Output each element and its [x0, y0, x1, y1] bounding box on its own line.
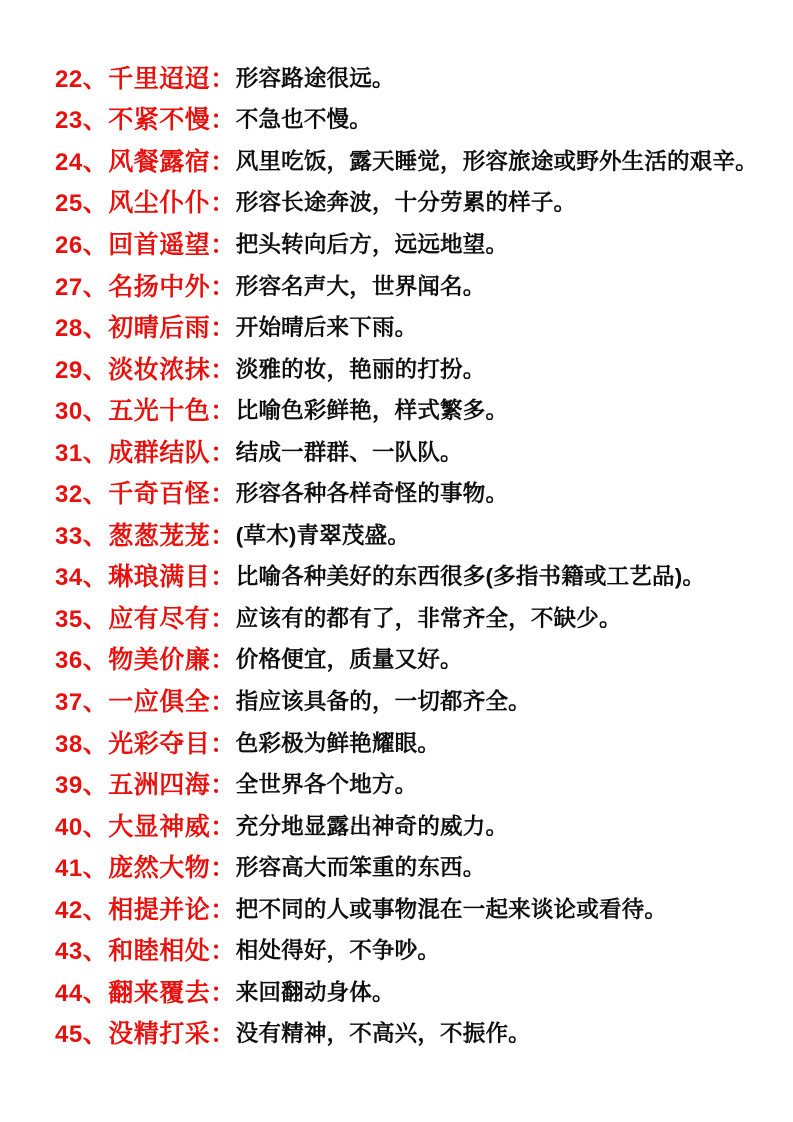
entry-number: 43	[55, 938, 83, 966]
idiom-entry	[55, 596, 773, 638]
entry-number: 32	[55, 481, 83, 509]
entry-definition: 指应该具备的，一切都齐全。	[235, 688, 531, 714]
entry-definition: 形容名声大，世界闻名。	[235, 273, 486, 299]
idiom-entry	[55, 970, 773, 1012]
idiom-entry	[55, 638, 773, 680]
entry-colon: ：	[210, 230, 236, 259]
entry-number: 26	[55, 231, 83, 259]
entry-definition: 比喻各种美好的东西很多(多指书籍或工艺品)。	[235, 564, 706, 590]
entry-colon: ：	[210, 604, 236, 633]
entry-header	[55, 183, 236, 219]
entry-colon: ：	[210, 355, 236, 384]
entry-header	[55, 765, 236, 801]
entry-header	[55, 350, 236, 386]
entry-definition: 比喻色彩鲜艳，样式繁多。	[235, 398, 509, 424]
enumeration-comma: 、	[82, 646, 109, 675]
entry-colon: ：	[210, 147, 236, 176]
idiom-entry	[55, 762, 773, 804]
enumeration-comma: 、	[82, 438, 109, 467]
entry-header	[55, 516, 236, 552]
idiom-entry	[55, 804, 773, 846]
enumeration-comma: 、	[82, 687, 109, 716]
entry-header	[55, 59, 236, 95]
entry-idiom: 成群结队	[108, 438, 211, 467]
entry-number: 35	[55, 605, 83, 633]
entry-idiom: 五光十色	[108, 397, 211, 426]
entry-header	[55, 142, 236, 178]
entry-definition: 形容各种各样奇怪的事物。	[235, 481, 509, 507]
entry-definition: 来回翻动身体。	[235, 979, 395, 1005]
entry-definition: 充分地显露出神奇的威力。	[235, 813, 509, 839]
entry-colon: ：	[210, 937, 236, 966]
entry-colon: ：	[210, 438, 236, 467]
entry-idiom: 大显神威	[108, 812, 211, 841]
entry-colon: ：	[210, 397, 236, 426]
idiom-entry	[55, 679, 773, 721]
entry-header	[55, 100, 236, 136]
entry-idiom: 名扬中外	[108, 272, 211, 301]
idiom-entry	[55, 222, 773, 264]
idiom-entry	[55, 305, 773, 347]
idiom-entry	[55, 347, 773, 389]
entry-idiom: 和睦相处	[108, 937, 211, 966]
enumeration-comma: 、	[82, 604, 109, 633]
entry-header	[55, 391, 236, 427]
entry-definition: 形容长途奔波，十分劳累的样子。	[235, 190, 577, 216]
enumeration-comma: 、	[82, 272, 109, 301]
entry-number: 30	[55, 398, 83, 426]
idiom-entry	[55, 181, 773, 223]
entry-colon: ：	[210, 189, 236, 218]
enumeration-comma: 、	[82, 314, 109, 343]
idiom-entry	[55, 56, 773, 98]
entry-idiom: 风尘仆仆	[108, 189, 211, 218]
idiom-entry	[55, 1012, 773, 1054]
idiom-entry	[55, 555, 773, 597]
entry-number: 45	[55, 1021, 83, 1049]
enumeration-comma: 、	[82, 189, 109, 218]
entry-idiom: 翻来覆去	[108, 978, 211, 1007]
entry-number: 42	[55, 896, 83, 924]
enumeration-comma: 、	[82, 771, 109, 800]
entry-header	[55, 682, 236, 718]
entry-idiom: 千奇百怪	[108, 480, 211, 509]
entry-header	[55, 1014, 236, 1050]
entry-header	[55, 848, 236, 884]
entry-idiom: 淡妆浓抹	[108, 355, 211, 384]
enumeration-comma: 、	[82, 397, 109, 426]
entry-colon: ：	[210, 812, 236, 841]
entry-number: 22	[55, 65, 83, 93]
entry-definition: 没有精神，不高兴，不振作。	[235, 1021, 531, 1047]
idiom-entry	[55, 264, 773, 306]
entry-idiom: 一应俱全	[108, 687, 211, 716]
entry-colon: ：	[210, 854, 236, 883]
enumeration-comma: 、	[82, 480, 109, 509]
idiom-entry	[55, 98, 773, 140]
entry-definition: 形容高大而笨重的东西。	[235, 855, 486, 881]
entry-idiom: 回首遥望	[108, 230, 211, 259]
entry-colon: ：	[210, 895, 236, 924]
entry-number: 37	[55, 688, 83, 716]
entry-header	[55, 433, 236, 469]
entry-idiom: 光彩夺目	[108, 729, 211, 758]
entry-number: 36	[55, 647, 83, 675]
entry-header	[55, 973, 236, 1009]
entry-definition: 淡雅的妆，艳丽的打扮。	[235, 356, 486, 382]
entry-header	[55, 474, 236, 510]
entry-idiom: 初晴后雨	[108, 314, 211, 343]
entry-colon: ：	[210, 480, 236, 509]
enumeration-comma: 、	[82, 895, 109, 924]
entry-idiom: 葱葱茏茏	[108, 521, 211, 550]
entry-colon: ：	[210, 64, 236, 93]
entry-number: 39	[55, 772, 83, 800]
entry-idiom: 风餐露宿	[108, 147, 211, 176]
entry-header	[55, 308, 236, 344]
entry-colon: ：	[210, 314, 236, 343]
idiom-entry	[55, 471, 773, 513]
entry-header	[55, 931, 236, 967]
entry-definition: 结成一群群、一队队。	[235, 439, 463, 465]
entry-colon: ：	[210, 1020, 236, 1049]
entry-idiom: 应有尽有	[108, 604, 211, 633]
enumeration-comma: 、	[82, 854, 109, 883]
entry-number: 38	[55, 730, 83, 758]
entry-header	[55, 890, 236, 926]
entry-header	[55, 225, 236, 261]
entry-idiom: 相提并论	[108, 895, 211, 924]
enumeration-comma: 、	[82, 64, 109, 93]
entry-number: 27	[55, 273, 83, 301]
entry-colon: ：	[210, 563, 236, 592]
entry-definition: 把头转向后方，远远地望。	[235, 231, 509, 257]
idiom-entry	[55, 845, 773, 887]
enumeration-comma: 、	[82, 812, 109, 841]
entry-header	[55, 807, 236, 843]
enumeration-comma: 、	[82, 937, 109, 966]
enumeration-comma: 、	[82, 978, 109, 1007]
entry-definition: 价格便宜，质量又好。	[235, 647, 463, 673]
entry-definition: 形容路途很远。	[235, 65, 395, 91]
entry-idiom: 不紧不慢	[108, 106, 211, 135]
enumeration-comma: 、	[82, 521, 109, 550]
entry-idiom: 五洲四海	[108, 771, 211, 800]
entry-colon: ：	[210, 771, 236, 800]
entry-number: 28	[55, 315, 83, 343]
enumeration-comma: 、	[82, 355, 109, 384]
entry-idiom: 庞然大物	[108, 854, 211, 883]
entry-colon: ：	[210, 978, 236, 1007]
entry-idiom: 琳琅满目	[108, 563, 211, 592]
idiom-entry	[55, 721, 773, 763]
entry-definition: 风里吃饭，露天睡觉，形容旅途或野外生活的艰辛。	[235, 148, 758, 174]
idiom-entry	[55, 430, 773, 472]
idiom-list	[55, 56, 773, 1053]
entry-colon: ：	[210, 272, 236, 301]
entry-idiom: 千里迢迢	[108, 64, 211, 93]
entry-number: 41	[55, 855, 83, 883]
entry-definition: 应该有的都有了，非常齐全，不缺少。	[235, 605, 622, 631]
entry-colon: ：	[210, 687, 236, 716]
entry-number: 31	[55, 439, 83, 467]
entry-header	[55, 557, 236, 593]
entry-definition: 相处得好，不争吵。	[235, 938, 441, 964]
entry-definition: 色彩极为鲜艳耀眼。	[235, 730, 441, 756]
idiom-entry	[55, 928, 773, 970]
idiom-entry	[55, 388, 773, 430]
enumeration-comma: 、	[82, 729, 109, 758]
entry-definition: 全世界各个地方。	[235, 772, 418, 798]
entry-definition: 把不同的人或事物混在一起来谈论或看待。	[235, 896, 668, 922]
entry-number: 23	[55, 107, 83, 135]
entry-number: 34	[55, 564, 83, 592]
entry-idiom: 没精打采	[108, 1020, 211, 1049]
enumeration-comma: 、	[82, 1020, 109, 1049]
entry-definition: 不急也不慢。	[235, 107, 372, 133]
entry-number: 25	[55, 190, 83, 218]
entry-number: 33	[55, 522, 83, 550]
entry-header	[55, 599, 236, 635]
entry-header	[55, 724, 236, 760]
entry-colon: ：	[210, 646, 236, 675]
enumeration-comma: 、	[82, 106, 109, 135]
entry-definition: (草木)青翠茂盛。	[235, 522, 411, 548]
entry-number: 40	[55, 813, 83, 841]
entry-colon: ：	[210, 729, 236, 758]
entry-header	[55, 640, 236, 676]
entry-number: 44	[55, 979, 83, 1007]
entry-idiom: 物美价廉	[108, 646, 211, 675]
idiom-entry	[55, 887, 773, 929]
enumeration-comma: 、	[82, 230, 109, 259]
entry-colon: ：	[210, 521, 236, 550]
entry-number: 29	[55, 356, 83, 384]
idiom-entry	[55, 139, 773, 181]
enumeration-comma: 、	[82, 563, 109, 592]
entry-definition: 开始晴后来下雨。	[235, 315, 418, 341]
entry-colon: ：	[210, 106, 236, 135]
entry-header	[55, 267, 236, 303]
entry-number: 24	[55, 148, 83, 176]
idiom-entry	[55, 513, 773, 555]
enumeration-comma: 、	[82, 147, 109, 176]
